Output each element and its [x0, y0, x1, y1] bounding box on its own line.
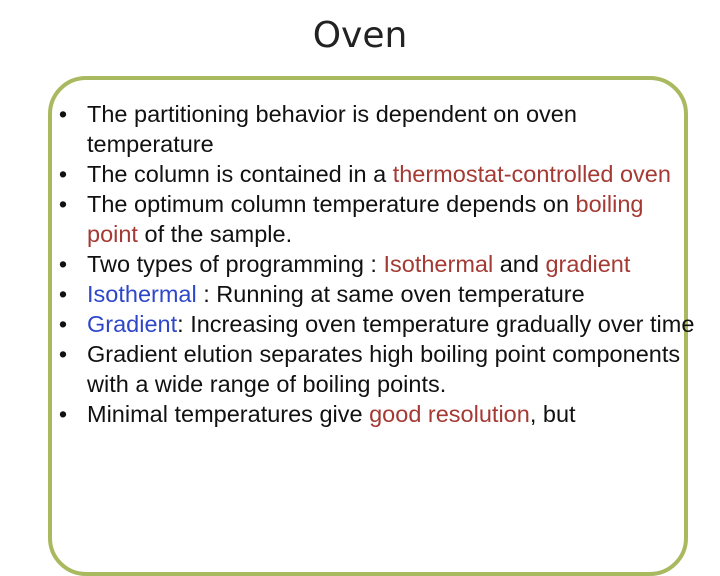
bullet-item [56, 399, 696, 429]
bullet-text: Two types of programming : [87, 251, 384, 277]
bullet-text: Minimal temperatures give [87, 401, 370, 427]
bullet-text: Gradient elution separates high boiling point components with a wide range of boiling points. [87, 341, 681, 397]
bullet-item [56, 99, 696, 159]
bullet-item [56, 279, 696, 309]
highlighted-term: good resolution [369, 401, 530, 427]
highlighted-term: boiling point [87, 191, 644, 247]
bullet-icon: • [58, 281, 68, 307]
bullet-text: The column is contained in a [87, 161, 393, 187]
bullet-item [56, 309, 696, 339]
bullet-item [56, 189, 696, 249]
bullet-icon: • [58, 341, 68, 367]
highlighted-term: thermostat-controlled oven [392, 161, 671, 187]
bullet-icon: • [58, 401, 68, 427]
highlighted-term: Gradient [87, 311, 178, 337]
bullet-icon: • [58, 161, 68, 187]
bullet-icon: • [58, 311, 68, 337]
slide-title: Oven [312, 15, 408, 56]
bullet-item [56, 249, 696, 279]
bullet-text: : Increasing oven temperature gradually over time [177, 311, 695, 337]
bullet-text: The partitioning behavior is dependent on oven temperature [87, 101, 577, 157]
bullet-item [56, 159, 696, 189]
highlighted-term: Isothermal [87, 281, 197, 307]
highlighted-term: gradient [545, 251, 631, 277]
bullet-icon: • [58, 101, 68, 127]
bullet-list [56, 99, 696, 429]
highlighted-term: Isothermal [383, 251, 494, 277]
bullet-text: of the sample. [137, 221, 293, 247]
bullet-icon: • [58, 191, 68, 217]
bullet-text: , but [529, 401, 576, 427]
bullet-icon: • [58, 251, 68, 277]
bullet-text: The optimum column temperature depends on [87, 191, 576, 217]
bullet-text: and [493, 251, 546, 277]
bullet-item [56, 339, 696, 399]
bullet-text: : Running at same oven temperature [196, 281, 585, 307]
